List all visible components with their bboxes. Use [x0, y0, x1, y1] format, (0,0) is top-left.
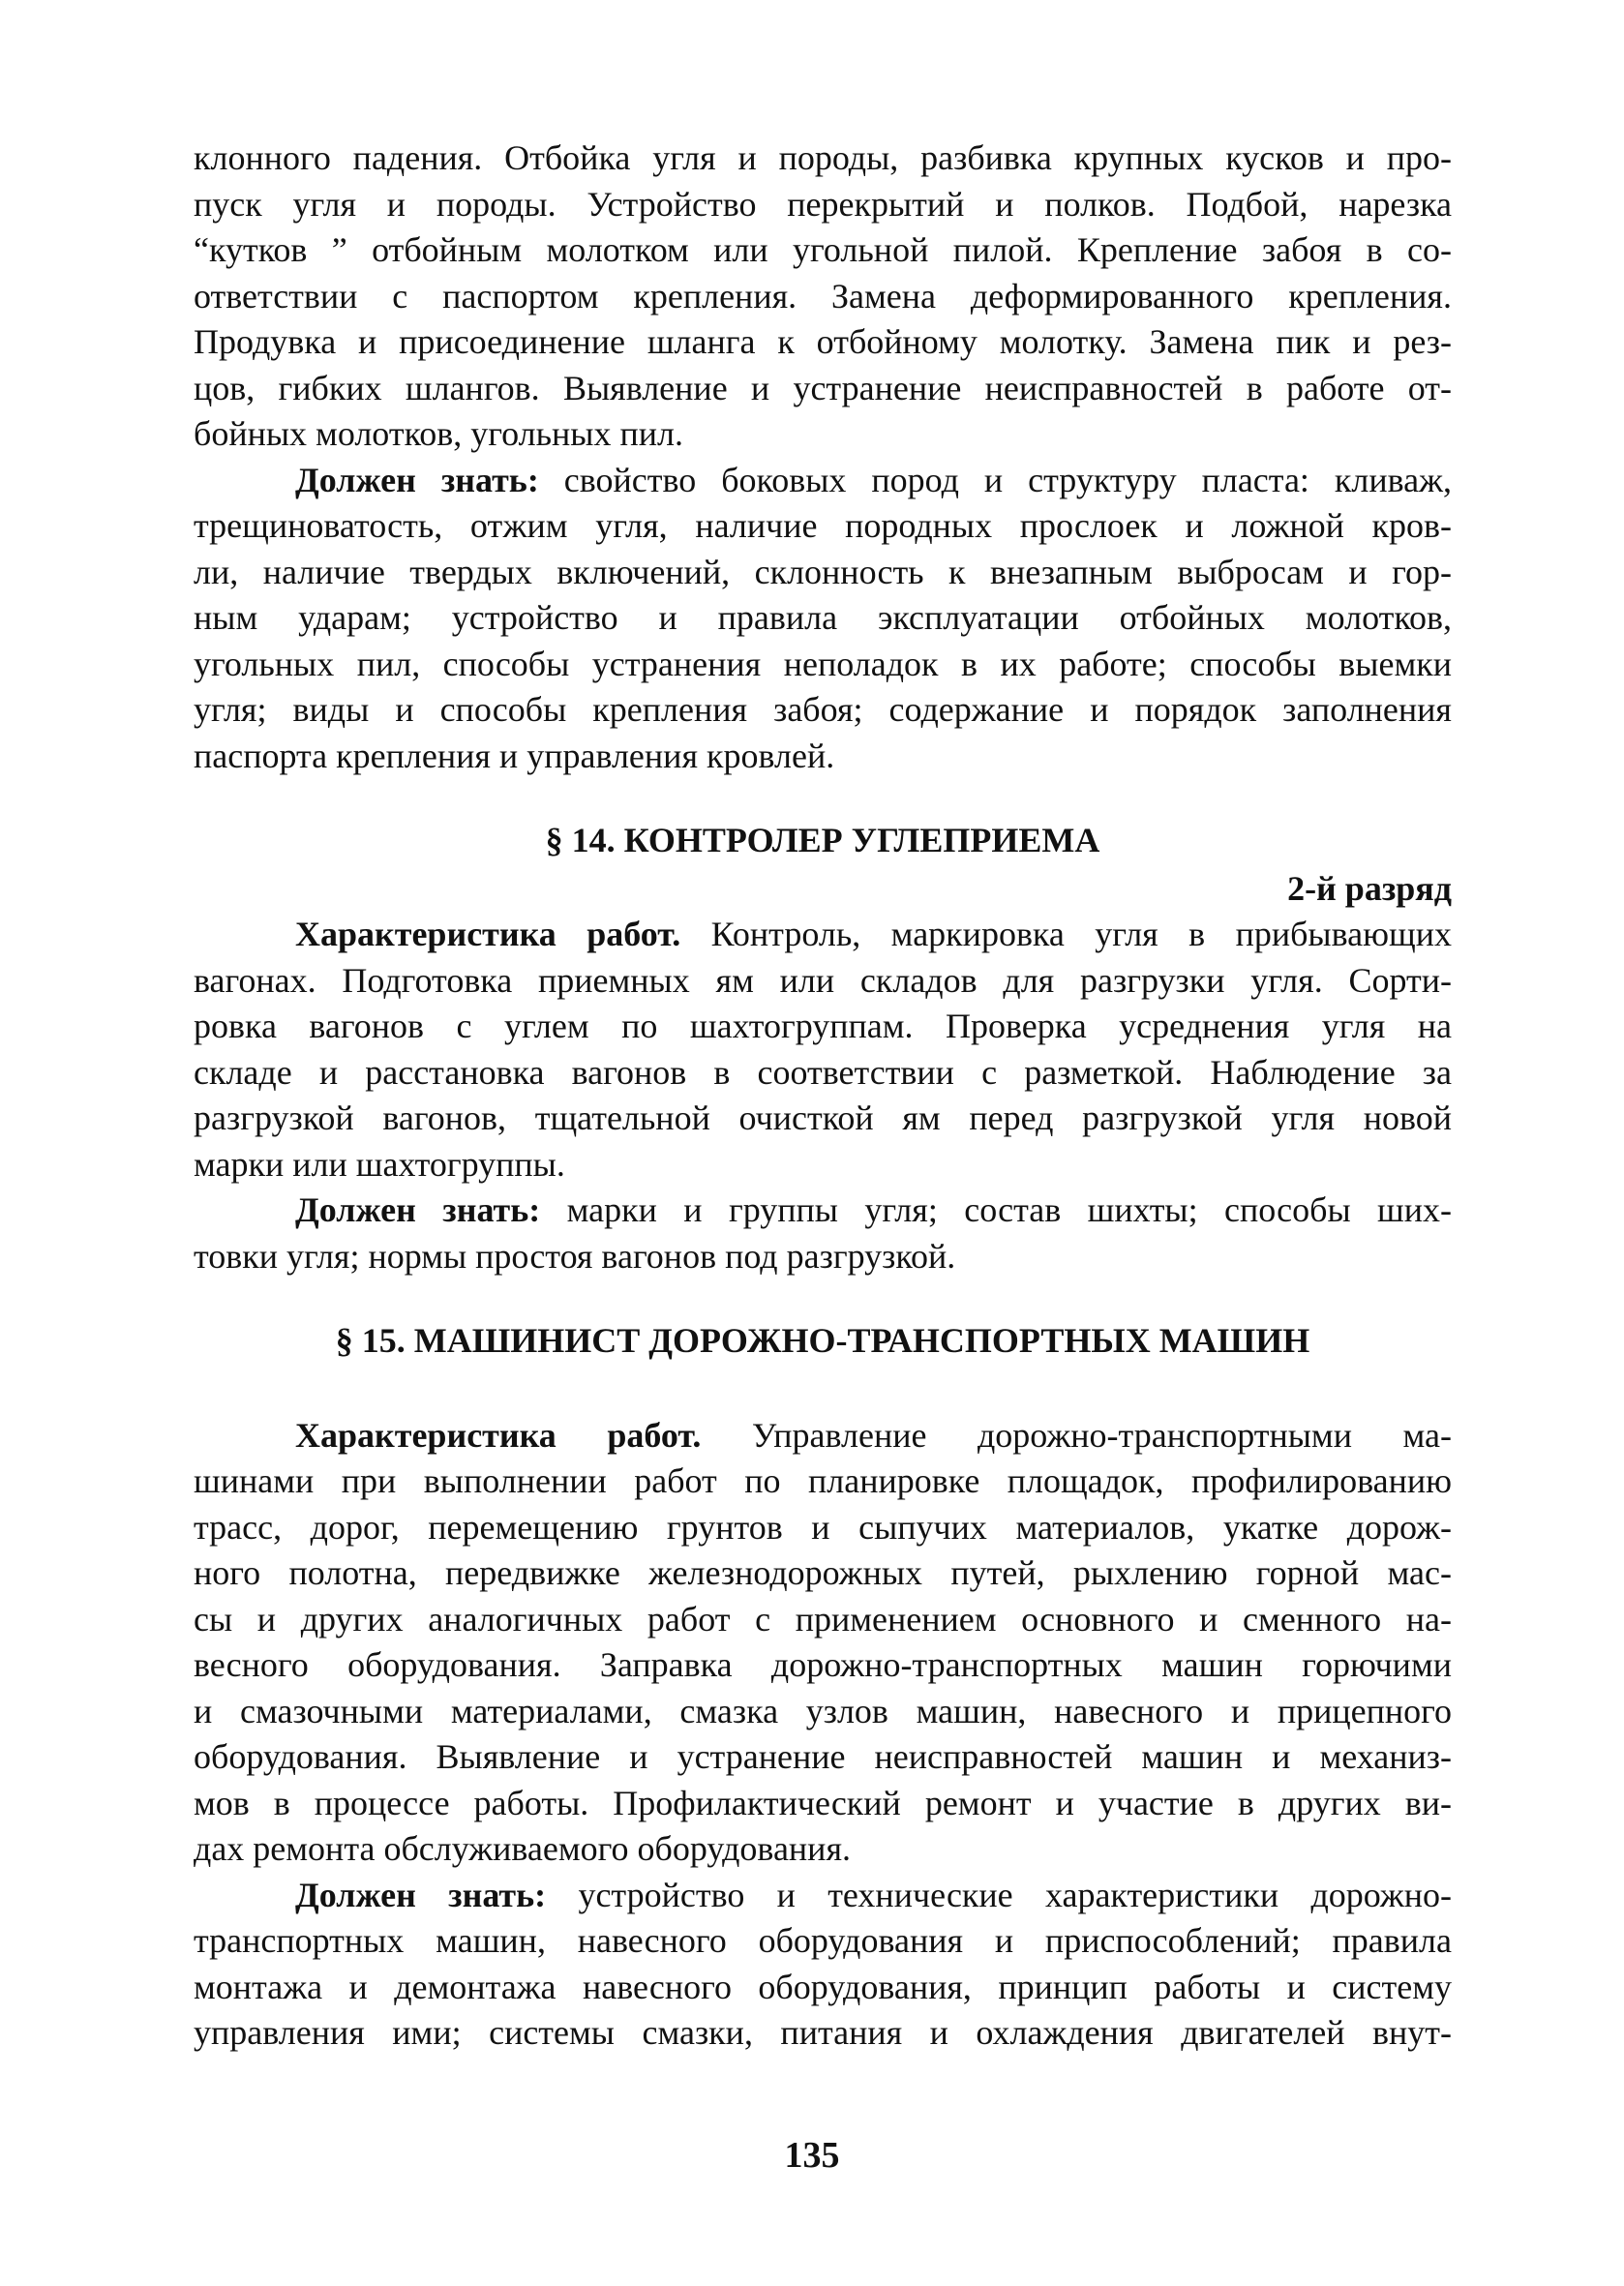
text-line: транспортных машин, навесного оборудования и приспособлений; правила	[194, 1921, 1452, 1960]
text-line: клонного падения. Отбойка угля и породы, разбивка крупных кусков и про-	[194, 138, 1452, 177]
text-span: устройство и технические характеристики дорожно-	[546, 1875, 1453, 1914]
page-content	[194, 135, 1452, 2057]
text-line: товки угля; нормы простоя вагонов под разгрузкой.	[194, 1236, 956, 1276]
text-line: разгрузкой вагонов, тщательной очисткой ям перед разгрузкой угля новой	[194, 1098, 1452, 1137]
text-span: марки и группы угля; состав шихты; способы ших-	[540, 1190, 1453, 1229]
text-line: ного полотна, передвижке железнодорожных путей, рыхлению горной мас-	[194, 1553, 1452, 1592]
must-know-paragraph-13	[194, 458, 1452, 780]
section-15-heading: § 15. МАШИНИСТ ДОРОЖНО-ТРАНСПОРТНЫХ МАШИН	[335, 1321, 1310, 1360]
page-number: 135	[784, 2135, 840, 2176]
text-line: вагонах. Подготовка приемных ям или складов для разгрузки угля. Сорти-	[194, 960, 1452, 1000]
text-line: цов, гибких шлангов. Выявление и устранение неисправностей в работе от-	[194, 368, 1452, 407]
text-line: ответствии с паспортом крепления. Замена деформированного крепления.	[194, 276, 1452, 316]
text-line: марки или шахтогруппы.	[194, 1144, 565, 1184]
text-line: ли, наличие твердых включений, склонность к внезапным выбросам и гор-	[194, 552, 1452, 591]
text-line: сы и других аналогичных работ с применением основного и сменного на-	[194, 1599, 1452, 1639]
text-span: Контроль, маркировка угля в прибывающих	[680, 915, 1452, 953]
section-15-characteristics	[194, 1413, 1452, 1873]
text-line: угля; виды и способы крепления забоя; содержание и порядок заполнения	[194, 690, 1452, 729]
text-line: дах ремонта обслуживаемого оборудования.	[194, 1829, 852, 1868]
text-line	[194, 458, 1452, 504]
text-line: трасс, дорог, перемещению грунтов и сыпучих материалов, укатке дорож-	[194, 1507, 1452, 1547]
text-line: мов в процессе работы. Профилактический ремонт и участие в других ви-	[194, 1783, 1452, 1822]
text-line: ровка вагонов с углем по шахтогруппам. Проверка усреднения угля на	[194, 1007, 1452, 1045]
section-14-heading: § 14. КОНТРОЛЕР УГЛЕПРИЕМА	[545, 821, 1100, 859]
text-line: “кутков ” отбойным молотком или угольной пилой. Крепление забоя в со-	[194, 230, 1452, 269]
must-know-label: Должен знать:	[295, 1190, 541, 1229]
must-know-label: Должен знать:	[295, 1875, 547, 1914]
characteristics-label: Характеристика работ.	[295, 915, 681, 953]
section-14-rank: 2-й разряд	[1287, 868, 1452, 908]
text-line	[194, 1413, 1452, 1459]
text-line: пуск угля и породы. Устройство перекрытий и полков. Подбой, нарезка	[194, 184, 1452, 224]
text-span: свойство боковых пород и структуру пласта: кливаж,	[538, 460, 1453, 499]
text-line: угольных пил, способы устранения неполадок в их работе; способы выемки	[194, 644, 1452, 683]
intro-paragraph	[194, 135, 1452, 458]
text-line: и смазочными материалами, смазка узлов машин, навесного и прицепного	[194, 1691, 1452, 1730]
text-line: трещиноватость, отжим угля, наличие породных прослоек и ложной кров-	[194, 506, 1452, 545]
text-line: складе и расстановка вагонов в соответствии с разметкой. Наблюдение за	[194, 1052, 1452, 1092]
text-line: Продувка и присоединение шланга к отбойному молотку. Замена пик и рез-	[194, 322, 1452, 361]
text-line: монтажа и демонтажа навесного оборудования, принцип работы и систему	[194, 1967, 1452, 2006]
text-line: шинами при выполнении работ по планировке площадок, профилированию	[194, 1461, 1452, 1500]
section-15-must-know	[194, 1873, 1452, 2057]
characteristics-label: Характеристика работ.	[295, 1415, 702, 1455]
text-line: бойных молотков, угольных пил.	[194, 414, 683, 453]
text-line	[194, 1188, 1452, 1234]
section-14-must-know	[194, 1188, 1452, 1279]
text-line: весного оборудования. Заправка дорожно-транспортных машин горючими	[194, 1645, 1452, 1684]
text-line: ным ударам; устройство и правила эксплуатации отбойных молотков,	[194, 598, 1452, 637]
text-line	[194, 1873, 1452, 1919]
text-line: паспорта крепления и управления кровлей.	[194, 736, 835, 775]
text-line	[194, 912, 1452, 958]
text-line: оборудования. Выявление и устранение неисправностей машин и механиз-	[194, 1737, 1452, 1776]
must-know-label: Должен знать:	[295, 460, 539, 499]
section-14-characteristics	[194, 912, 1452, 1188]
text-span: Управление дорожно-транспортными ма-	[701, 1415, 1452, 1455]
text-line: управления ими; системы смазки, питания и охлаждения двигателей внут-	[194, 2013, 1452, 2052]
